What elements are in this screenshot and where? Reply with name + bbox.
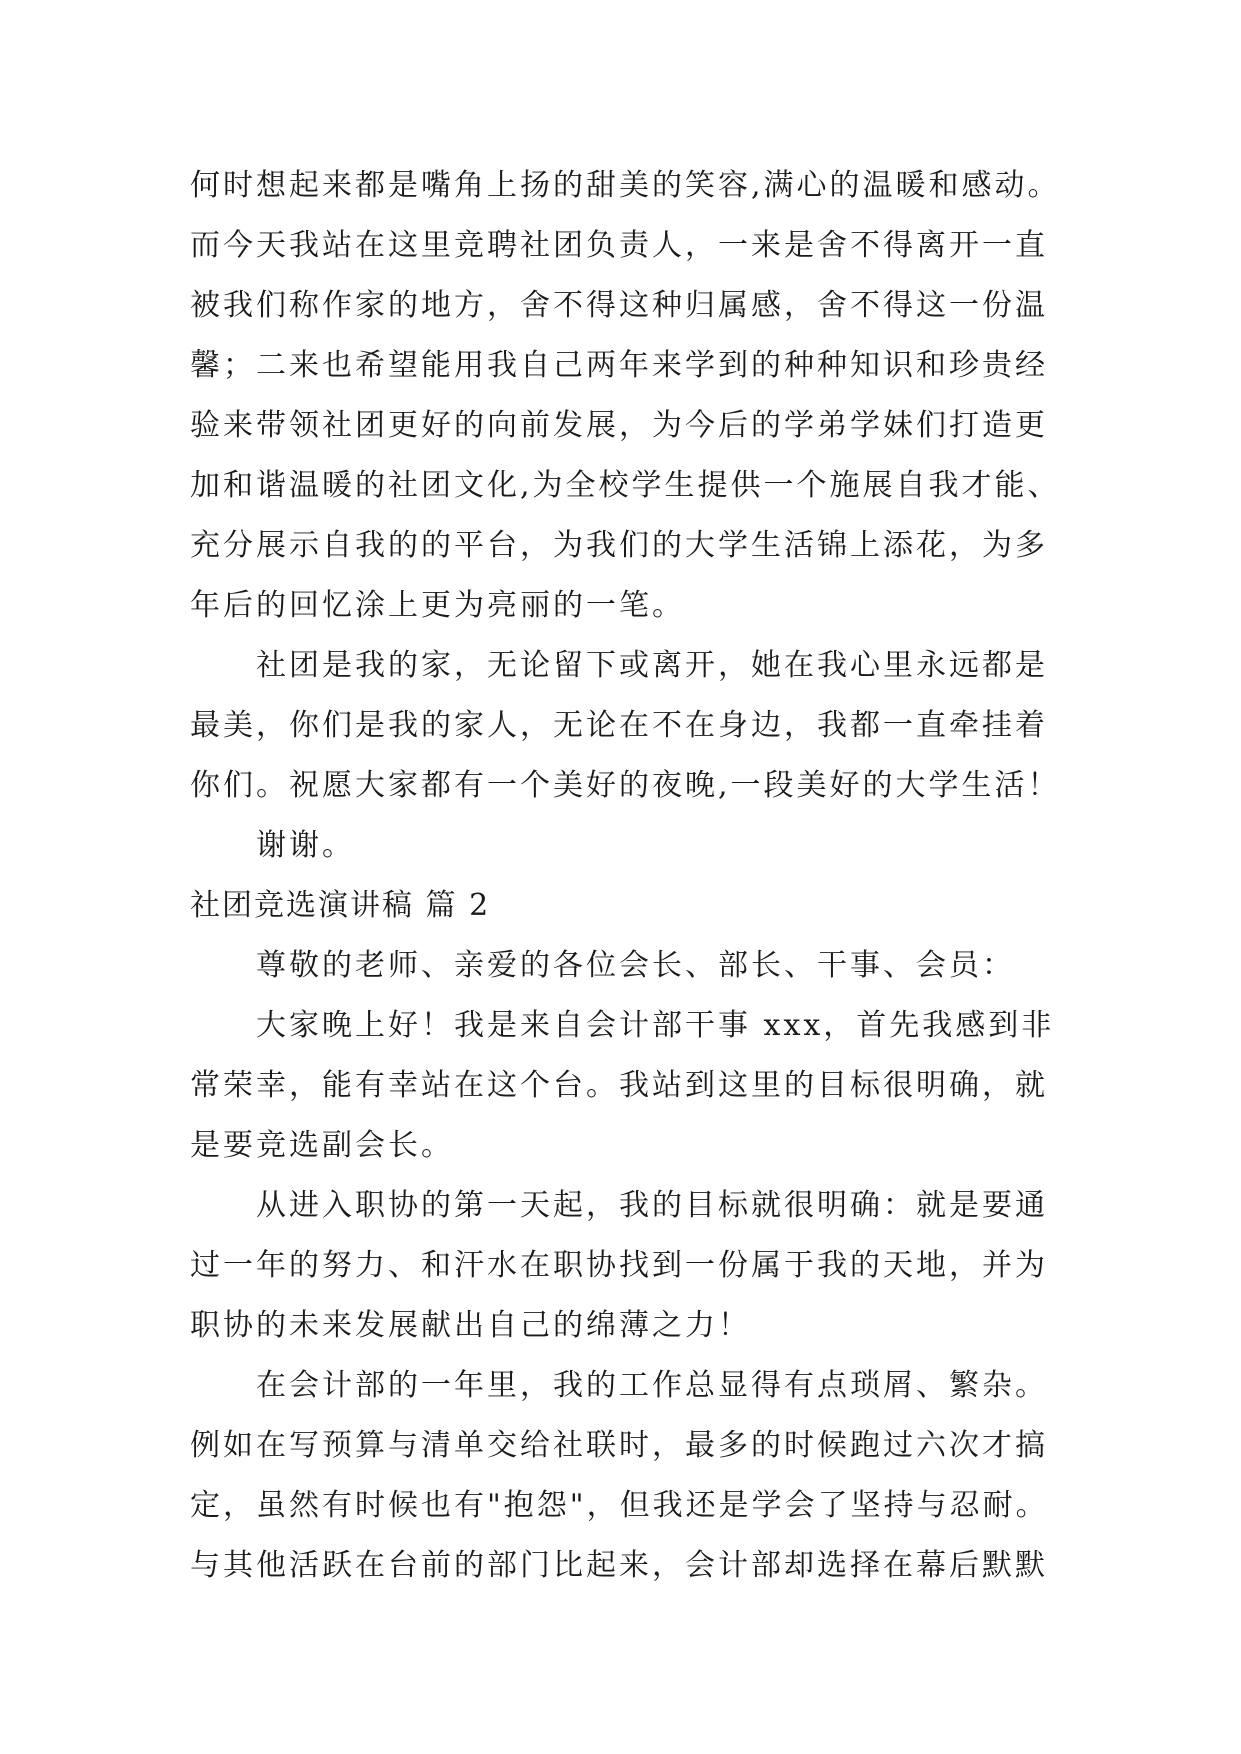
salutation-line: 尊敬的老师、亲爱的各位会长、部长、干事、会员： bbox=[256, 948, 1015, 983]
document-body bbox=[190, 156, 1070, 1596]
paragraph-start-line: 大家晚上好！我是来自会计部干事 xxx，首先我感到非 bbox=[256, 1008, 1055, 1043]
text-line: 职协的未来发展献出自己的绵薄之力！ bbox=[190, 1308, 751, 1343]
paragraph-start-line: 谢谢。 bbox=[256, 828, 355, 863]
text-line: 何时想起来都是嘴角上扬的甜美的笑容,满心的温暖和感动。 bbox=[190, 168, 1061, 203]
paragraph-start-line: 从进入职协的第一天起，我的目标就很明确：就是要通 bbox=[256, 1188, 1048, 1223]
text-line: 过一年的努力、和汗水在职协找到一份属于我的天地，并为 bbox=[190, 1248, 1048, 1283]
text-line: 而今天我站在这里竞聘社团负责人，一来是舍不得离开一直 bbox=[190, 228, 1048, 263]
paragraph-start-line: 在会计部的一年里，我的工作总显得有点琐屑、繁杂。 bbox=[256, 1368, 1048, 1403]
text-line: 年后的回忆涂上更为亮丽的一笔。 bbox=[190, 588, 685, 623]
text-line: 定，虽然有时候也有"抱怨"，但我还是学会了坚持与忍耐。 bbox=[190, 1488, 1049, 1523]
text-line: 馨；二来也希望能用我自己两年来学到的种种知识和珍贵经 bbox=[190, 348, 1048, 383]
text-line: 验来带领社团更好的向前发展，为今后的学弟学妹们打造更 bbox=[190, 408, 1048, 443]
text-line: 是要竞选副会长。 bbox=[190, 1128, 454, 1163]
text-line: 被我们称作家的地方，舍不得这种归属感，舍不得这一份温 bbox=[190, 288, 1048, 323]
section-heading: 社团竞选演讲稿 篇 2 bbox=[190, 888, 491, 923]
text-line: 最美，你们是我的家人，无论在不在身边，我都一直牵挂着 bbox=[190, 708, 1048, 743]
text-line: 常荣幸，能有幸站在这个台。我站到这里的目标很明确，就 bbox=[190, 1068, 1048, 1103]
text-line: 加和谐温暖的社团文化,为全校学生提供一个施展自我才能、 bbox=[190, 468, 1061, 503]
text-line: 你们。祝愿大家都有一个美好的夜晚,一段美好的大学生活！ bbox=[190, 768, 1061, 803]
text-line: 充分展示自我的的平台，为我们的大学生活锦上添花，为多 bbox=[190, 528, 1048, 563]
text-line: 与其他活跃在台前的部门比起来，会计部却选择在幕后默默 bbox=[190, 1548, 1048, 1583]
paragraph-start-line: 社团是我的家，无论留下或离开，她在我心里永远都是 bbox=[256, 648, 1048, 683]
text-line: 例如在写预算与清单交给社联时，最多的时候跑过六次才搞 bbox=[190, 1428, 1048, 1463]
